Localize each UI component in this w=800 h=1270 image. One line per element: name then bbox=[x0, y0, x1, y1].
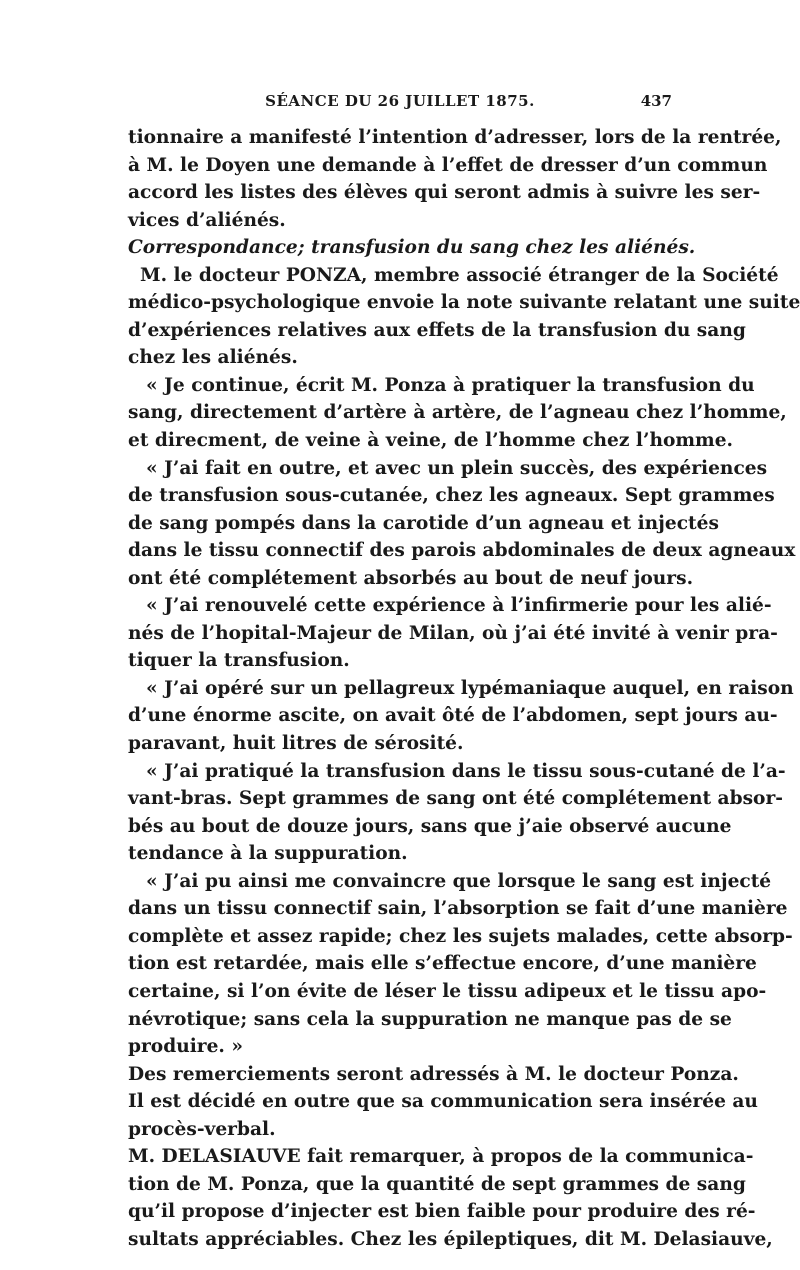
text-line: sang, directement d’artère à artère, de l’agneau chez l’homme, bbox=[128, 402, 787, 424]
text-line: Il est décidé en outre que sa communication sera insérée au bbox=[128, 1091, 758, 1113]
text-line: d’une énorme ascite, on avait ôté de l’abdomen, sept jours au- bbox=[128, 705, 778, 727]
text-line: M. DELASIAUVE fait remarquer, à propos de la communica- bbox=[128, 1146, 754, 1168]
page-number: 437 bbox=[640, 92, 672, 110]
text-line: bés au bout de douze jours, sans que j’aie observé aucune bbox=[128, 815, 732, 837]
text-line: paravant, huit litres de sérosité. bbox=[128, 733, 464, 755]
text-line: « J’ai renouvelé cette expérience à l’infirmerie pour les alié- bbox=[146, 595, 772, 617]
text-line: sultats appréciables. Chez les épileptiques, dit M. Delasiauve, bbox=[128, 1228, 773, 1250]
text-line: « Je continue, écrit M. Ponza à pratiquer la transfusion du bbox=[146, 374, 755, 396]
text-line: tiquer la transfusion. bbox=[128, 650, 350, 672]
text-line: névrotique; sans cela la suppuration ne manque pas de se bbox=[128, 1008, 732, 1030]
text-line: nés de l’hopital-Majeur de Milan, où j’ai été invité à venir pra- bbox=[128, 622, 778, 644]
text-line: tionnaire a manifesté l’intention d’adresser, lors de la rentrée, bbox=[128, 127, 782, 148]
text-line: Des remerciements seront adressés à M. le docteur Ponza. bbox=[128, 1063, 739, 1085]
text-line: « J’ai fait en outre, et avec un plein succès, des expériences bbox=[146, 457, 768, 479]
text-line: certaine, si l’on évite de léser le tissu adipeux et le tissu apo- bbox=[128, 980, 767, 1002]
text-line: ont été complétement absorbés au bout de neuf jours. bbox=[128, 567, 694, 589]
text-line: vant-bras. Sept grammes de sang ont été complétement absor- bbox=[128, 788, 783, 810]
text-line: chez les aliénés. bbox=[128, 347, 298, 369]
text-line: M. le docteur PONZA, membre associé étranger de la Société bbox=[140, 264, 779, 286]
text-line: tion de M. Ponza, que la quantité de sept grammes de sang bbox=[128, 1173, 746, 1195]
text-line: tion est retardée, mais elle s’effectue encore, d’une manière bbox=[128, 953, 757, 975]
text-line: dans le tissu connectif des parois abdominales de deux agneaux bbox=[128, 540, 796, 562]
section-heading: Correspondance; transfusion du sang chez les aliénés. bbox=[128, 237, 696, 259]
body-text bbox=[128, 124, 800, 1253]
text-line: qu’il propose d’injecter est bien faible pour produire des ré- bbox=[128, 1201, 756, 1223]
text-line: « J’ai pratiqué la transfusion dans le tissu sous-cutané de l’a- bbox=[146, 760, 786, 782]
running-title: SÉANCE DU 26 JUILLET 1875. bbox=[265, 92, 535, 110]
text-line: tendance à la suppuration. bbox=[128, 843, 408, 865]
text-line: de transfusion sous-cutanée, chez les agneaux. Sept grammes bbox=[128, 485, 775, 507]
page-header bbox=[128, 92, 672, 118]
text-line: médico-psychologique envoie la note suivante relatant une suite bbox=[128, 292, 800, 314]
text-line: dans un tissu connectif sain, l’absorption se fait d’une manière bbox=[128, 898, 788, 920]
text-line: de sang pompés dans la carotide d’un agneau et injectés bbox=[128, 512, 719, 534]
text-line: d’expériences relatives aux effets de la transfusion du sang bbox=[128, 319, 746, 341]
text-line: « J’ai pu ainsi me convaincre que lorsque le sang est injecté bbox=[146, 870, 772, 892]
text-line: et direcment, de veine à veine, de l’homme chez l’homme. bbox=[128, 430, 734, 452]
text-line: accord les listes des élèves qui seront admis à suivre les ser- bbox=[128, 182, 761, 204]
text-line: vices d’aliénés. bbox=[128, 209, 286, 231]
text-line: produire. » bbox=[128, 1036, 243, 1058]
text-line: complète et assez rapide; chez les sujets malades, cette absorp- bbox=[128, 925, 793, 947]
text-line: à M. le Doyen une demande à l’effet de dresser d’un commun bbox=[128, 154, 768, 176]
text-line: procès-verbal. bbox=[128, 1118, 276, 1140]
text-line: « J’ai opéré sur un pellagreux lypémaniaque auquel, en raison bbox=[146, 677, 794, 699]
